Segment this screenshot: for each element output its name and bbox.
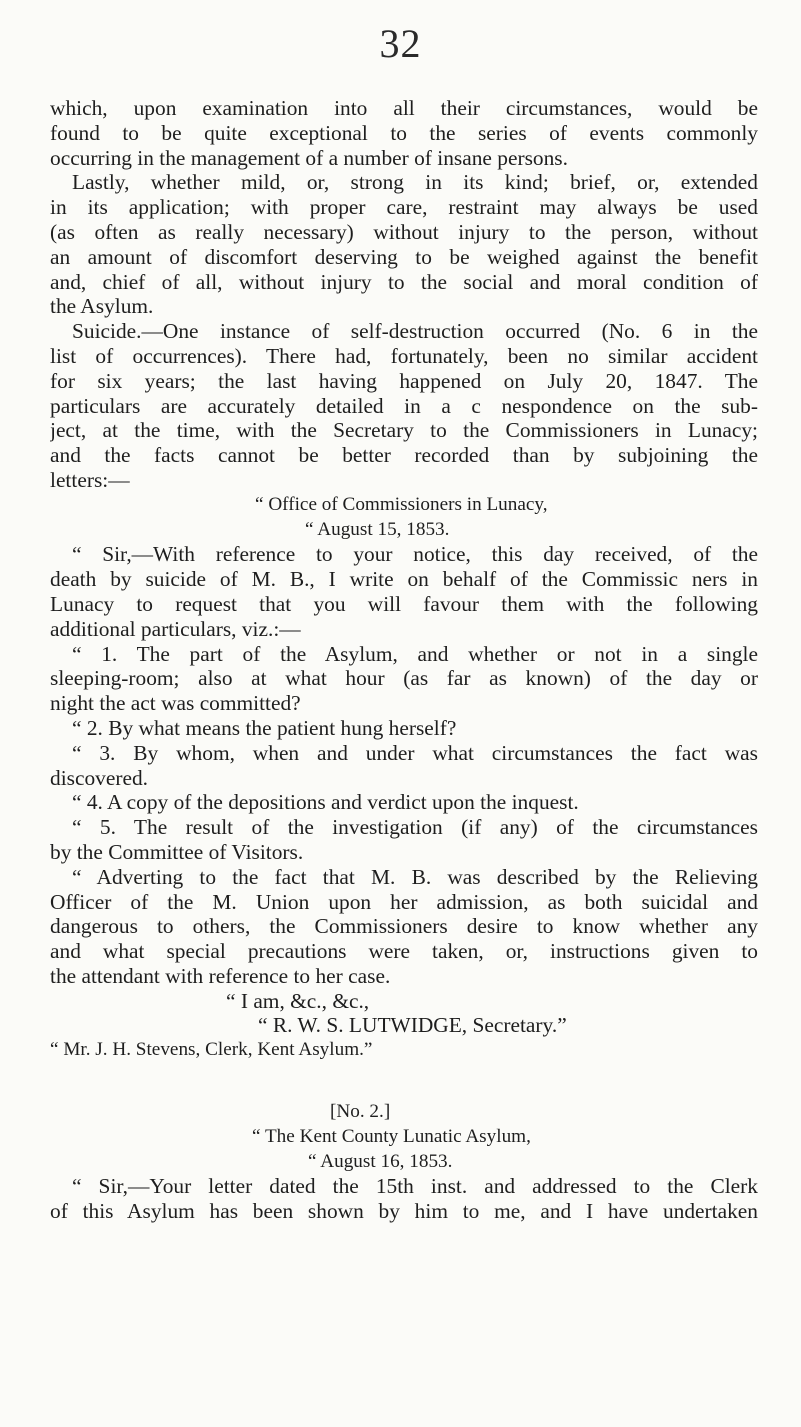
text-line: “ 4. A copy of the depositions and verdict upon the inquest.: [72, 790, 579, 815]
text-line: “ I am, &c., &c.,: [226, 988, 370, 1013]
text-line: which, upon examination into all their circumstances, would be: [50, 96, 758, 120]
text-line: “ 2. By what means the patient hung herself?: [72, 715, 457, 740]
text-line: discovered.: [50, 765, 149, 790]
text-line: (as often as really necessary) without injury to the person, without: [50, 219, 758, 244]
text-line: by the Committee of Visitors.: [50, 839, 304, 864]
text-line: the Asylum.: [50, 294, 154, 319]
page-number: 32: [379, 21, 422, 66]
text-line: [No. 2.]: [330, 1101, 391, 1123]
text-line: the attendant with reference to her case.: [50, 963, 391, 988]
text-line: and, chief of all, without injury to the social and moral condition of: [50, 269, 758, 294]
text-line: “ 1. The part of the Asylum, and whether or not in a single: [72, 641, 758, 666]
text-line: list of occurrences). There had, fortunately, been no similar accident: [50, 343, 758, 368]
text-line: “ Office of Commissioners in Lunacy,: [255, 493, 548, 515]
text-line: Officer of the M. Union upon her admission, as both suicidal and: [50, 889, 758, 914]
text-line: “ R. W. S. LUTWIDGE, Secretary.”: [258, 1013, 567, 1038]
text-line: of this Asylum has been shown by him to me, and I have undertaken: [50, 1199, 758, 1224]
text-line: found to be quite exceptional to the series of events commonly: [50, 120, 758, 145]
text-line: and the facts cannot be better recorded than by subjoining the: [50, 443, 758, 468]
text-line: “ Adverting to the fact that M. B. was described by the Relieving: [72, 864, 758, 889]
text-line: “ August 15, 1853.: [305, 518, 450, 540]
text-line: Lastly, whether mild, or, strong in its kind; brief, or, extended: [72, 170, 758, 195]
text-line: “ 3. By whom, when and under what circumstances the fact was: [72, 740, 758, 765]
text-line: “ Sir,—Your letter dated the 15th inst. and addressed to the Clerk: [72, 1174, 758, 1199]
text-line: “ Mr. J. H. Stevens, Clerk, Kent Asylum.”: [50, 1039, 373, 1061]
text-line: particulars are accurately detailed in a c nespondence on the sub-: [50, 393, 758, 418]
text-line: night the act was committed?: [50, 691, 301, 716]
text-line: “ August 16, 1853.: [308, 1150, 453, 1172]
text-line: for six years; the last having happened on July 20, 1847. The: [50, 368, 758, 393]
text-line: sleeping-room; also at what hour (as far as known) of the day or: [50, 666, 758, 691]
text-line: and what special precautions were taken, or, instructions given to: [50, 939, 758, 964]
text-line: ject, at the time, with the Secretary to the Commissioners in Lunacy;: [50, 418, 758, 443]
text-line: dangerous to others, the Commissioners desire to know whether any: [50, 914, 758, 939]
text-line: “ The Kent County Lunatic Asylum,: [252, 1125, 531, 1147]
body-text: [50, 96, 758, 1224]
text-line: “ Sir,—With reference to your notice, this day received, of the: [72, 542, 758, 567]
text-line: Lunacy to request that you will favour them with the following: [50, 591, 758, 616]
text-line: death by suicide of M. B., I write on behalf of the Commissic ners in: [50, 567, 758, 592]
text-line: an amount of discomfort deserving to be weighed against the benefit: [50, 244, 758, 269]
text-line: additional particulars, viz.:—: [50, 616, 301, 641]
text-line: letters:—: [50, 467, 130, 492]
text-line: “ 5. The result of the investigation (if any) of the circumstances: [72, 815, 758, 840]
text-line: in its application; with proper care, restraint may always be used: [50, 195, 758, 220]
text-line: occurring in the management of a number of insane persons.: [50, 145, 568, 170]
text-line: Suicide.—One instance of self-destruction occurred (No. 6 in the: [72, 319, 758, 344]
section-gap: [50, 1063, 758, 1100]
